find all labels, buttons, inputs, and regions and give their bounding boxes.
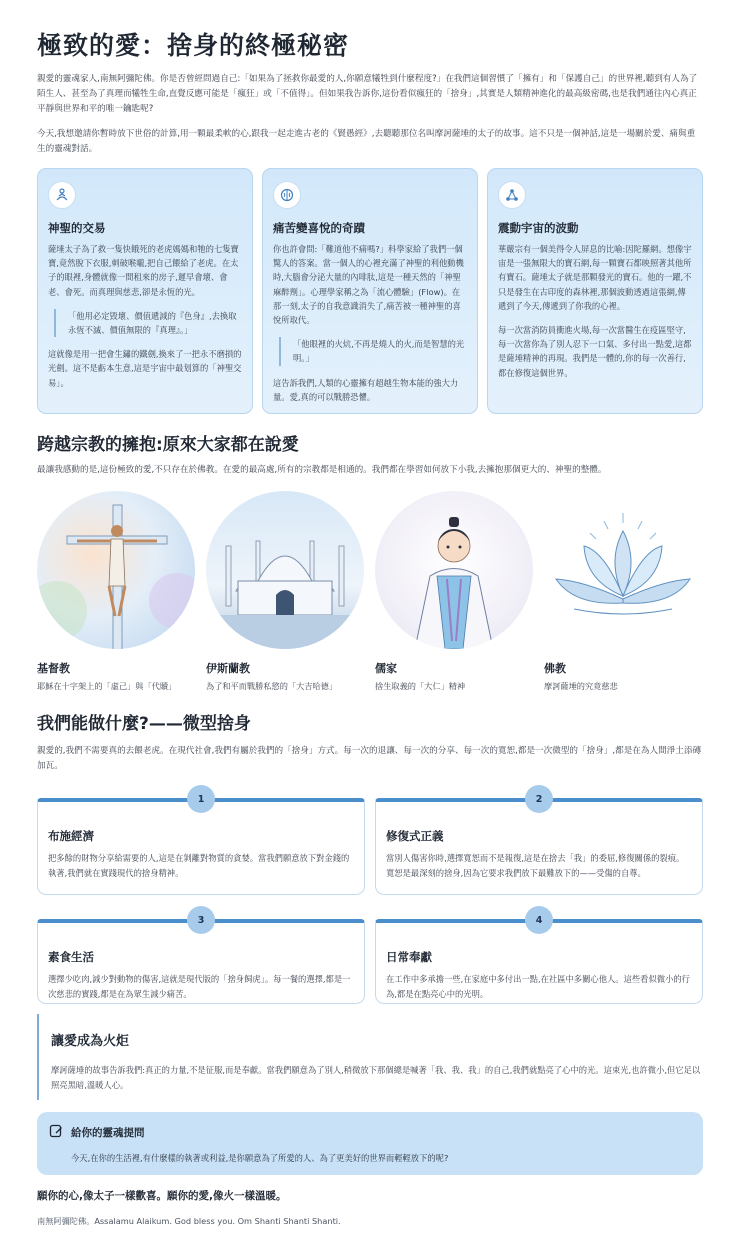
prompt-text: 今天,在你的生活裡,有什麼樣的執著或利益,是你願意為了所愛的人、為了更美好的世界而輕輕放下的呢? (71, 1153, 449, 1163)
step-card-3 (37, 914, 365, 1004)
religion-name-christianity: 基督教 (37, 662, 70, 675)
page-title: 極致的愛：捨身的終極秘密 (37, 31, 350, 60)
card-after: 這告訴我們,人類的心靈擁有超越生物本能的強大力量。愛,真的可以戰勝恐懼。 (273, 377, 459, 402)
step-text: 把多餘的財物分享給需要的人,這是在剝離對物質的貪婪。當我們願意放下對金錢的執著,我們就在實踐現代的捨身精神。 (48, 853, 350, 878)
card-title: 震動宇宙的波動 (498, 221, 579, 235)
step-text: 當別人傷害你時,選擇寬恕而不是報復,這是在捨去「我」的委屈,修復關係的裂痕。寬恕是最深刻的捨身,因為它要求我們放下最難放下的——受傷的自尊。 (386, 853, 685, 878)
micro-heading: 我們能做什麼?——微型捨身 (37, 714, 251, 734)
step-title: 修復式正義 (386, 829, 444, 843)
step-number: 4 (525, 906, 553, 934)
note-edit-icon (49, 1123, 63, 1142)
cross-figure-icon (37, 491, 195, 649)
religion-name-confucianism: 儒家 (375, 662, 397, 675)
torch-title: 讓愛成為火炬 (51, 1034, 130, 1049)
step-text: 在工作中多承擔一些,在家庭中多付出一點,在社區中多關心他人。這些看似微小的行為,都是在點亮心中的光明。 (386, 974, 690, 999)
card-quote: 「他眼裡的火炕,不再是燒人的火,而是智慧的光明。」 (279, 337, 467, 365)
step-number: 1 (187, 785, 215, 813)
card-body: 你也許會問:「難道他不痛嗎?」科學家給了我們一個驚人的答案。當一個人的心裡充滿了神聖的利他動機時,大腦會分泌大量的內啡肽,這是一種天然的「神聖麻醉劑」。心理學家稱之為「流心體驗」(Flow)。在那一刻,太子的自我意識消失了,痛苦被一種神聖的喜悅所取代。 (273, 244, 464, 326)
step-card-1 (37, 793, 365, 895)
step-title: 素食生活 (48, 950, 94, 964)
prompt-title: 給你的靈魂提問 (71, 1127, 145, 1139)
step-title: 日常奉獻 (386, 950, 432, 964)
card-title: 痛苦變喜悅的奇蹟 (273, 221, 365, 235)
card-cosmic-wave (487, 168, 703, 414)
card-body: 華嚴宗有一個美得令人屏息的比喻:因陀羅網。想像宇宙是一張無限大的寶石網,每一顆寶石都映照著其他所有寶石。薩埵太子就是那顆發光的寶石。他的一躍,不只是發生在古印度的森林裡,那個波動透過這張網,傳遞到了今天,傳遞到了你我的心裡。 (498, 244, 692, 311)
religion-desc-buddhism: 摩訶薩埵的究竟慈悲 (544, 681, 618, 691)
step-text: 選擇少吃肉,減少對動物的傷害,這就是現代版的「捨身飼虎」。每一餐的選擇,都是一次慈悲的實踐,都是在為眾生減少痛苦。 (48, 974, 351, 999)
scholar-figure-icon (375, 491, 533, 649)
religion-name-buddhism: 佛教 (544, 662, 566, 675)
card-title: 神聖的交易 (48, 221, 106, 235)
religion-desc-islam: 為了和平而戰勝私慾的「大吉哈德」 (206, 681, 338, 691)
micro-intro: 親愛的,我們不需要真的去餵老虎。在現代社會,我們有屬於我們的「捨身」方式。每一次的退讓、每一次的分享、每一次的寬恕,都是一次微型的「捨身」,都是在為人間淨土添磚加瓦。 (37, 746, 702, 771)
step-card-2 (375, 793, 703, 895)
feature-cards (37, 168, 703, 414)
brain-icon (273, 181, 301, 209)
religion-desc-christianity: 耶穌在十字架上的「虛己」與「代贖」 (37, 681, 177, 691)
religions-intro: 最讓我感動的是,這份極致的愛,不只存在於佛教。在愛的最高處,所有的宗教都是相通的。我們都在學習如何放下小我,去擁抱那個更大的、神聖的整體。 (37, 465, 607, 475)
card-after: 這就像是用一把會生鏽的鐵劍,換來了一把永不磨損的光劍。這不是虧本生意,這是宇宙中最划算的「神聖交易」。 (48, 349, 242, 388)
religion-desc-confucianism: 捨生取義的「大仁」精神 (375, 681, 466, 691)
step-number: 2 (525, 785, 553, 813)
intro-paragraph-2: 今天,我想邀請你暫時放下世俗的計算,用一顆最柔軟的心,跟我一起走進古老的《賢愚經》,去聽聽那位名叫摩訶薩埵的太子的故事。這不只是一個神話,這是一場關於愛、痛與重生的靈魂對話。 (37, 129, 696, 154)
religion-name-islam: 伊斯蘭教 (206, 662, 250, 675)
card-body: 薩埵太子為了救一隻快餓死的老虎媽媽和牠的七隻寶寶,竟然脫下衣服,刺破喉嚨,把自己餵給了老虎。在太子的眼裡,身體就像一間租來的房子,遲早會壞、會老、會死。而真理與慈悲,卻是永恆的光。 (48, 244, 239, 297)
step-title: 布施經濟 (48, 829, 94, 843)
card-pain-to-joy (262, 168, 478, 414)
torch-text: 摩訶薩埵的故事告訴我們:真正的力量,不是征服,而是奉獻。當我們願意為了別人,稍微放下那個總是喊著「我、我、我」的自己,我們就點亮了心中的光。這束光,也許微小,但它足以照亮黑暗,溫暖人心。 (51, 1065, 701, 1090)
card-sacred-exchange (37, 168, 253, 414)
step-card-4 (375, 914, 703, 1004)
soul-question-box (37, 1112, 703, 1175)
step-number: 3 (187, 906, 215, 934)
closing-greeting: 南無阿彌陀佛。Assalamu Alaikum. God bless you. Om Shanti Shanti Shanti. (37, 1216, 341, 1226)
meditation-icon (48, 181, 76, 209)
lotus-icon (544, 491, 702, 649)
mosque-icon (206, 491, 364, 649)
intro-paragraph-1: 親愛的靈魂家人,南無阿彌陀佛。你是否曾經問過自己:「如果為了拯救你最愛的人,你願意犧牲到什麼程度?」在我們這個習慣了「擁有」和「保護自己」的世界裡,聽到有人為了陌生人、甚至為了真理而犧牲生命,直覺反應可能是「瘋狂」或「不值得」。但如果我告訴你,這份看似瘋狂的「捨身」,其實是人類精神進化的最高級密碼,也是我們通往內心真正平靜與世界和平的唯一鑰匙呢? (37, 74, 698, 114)
card-after: 每一次當消防員衝進火場,每一次當醫生在疫區堅守,每一次當你為了別人忍下一口氣、多付出一點愛,這都是薩埵精神的再現。我們是一體的,你的每一次善行,都在修復這個世界。 (498, 325, 692, 378)
card-quote: 「他用必定毀壞、價值遞減的『色身』,去換取永恆不滅、價值無限的『真理』。」 (54, 309, 242, 337)
blessing: 願你的心,像太子一樣歡喜。願你的愛,像火一樣溫暖。 (37, 1190, 287, 1202)
torch-section (37, 1014, 703, 1100)
religions-heading: 跨越宗教的擁抱:原來大家都在說愛 (37, 435, 299, 455)
network-icon (498, 181, 526, 209)
